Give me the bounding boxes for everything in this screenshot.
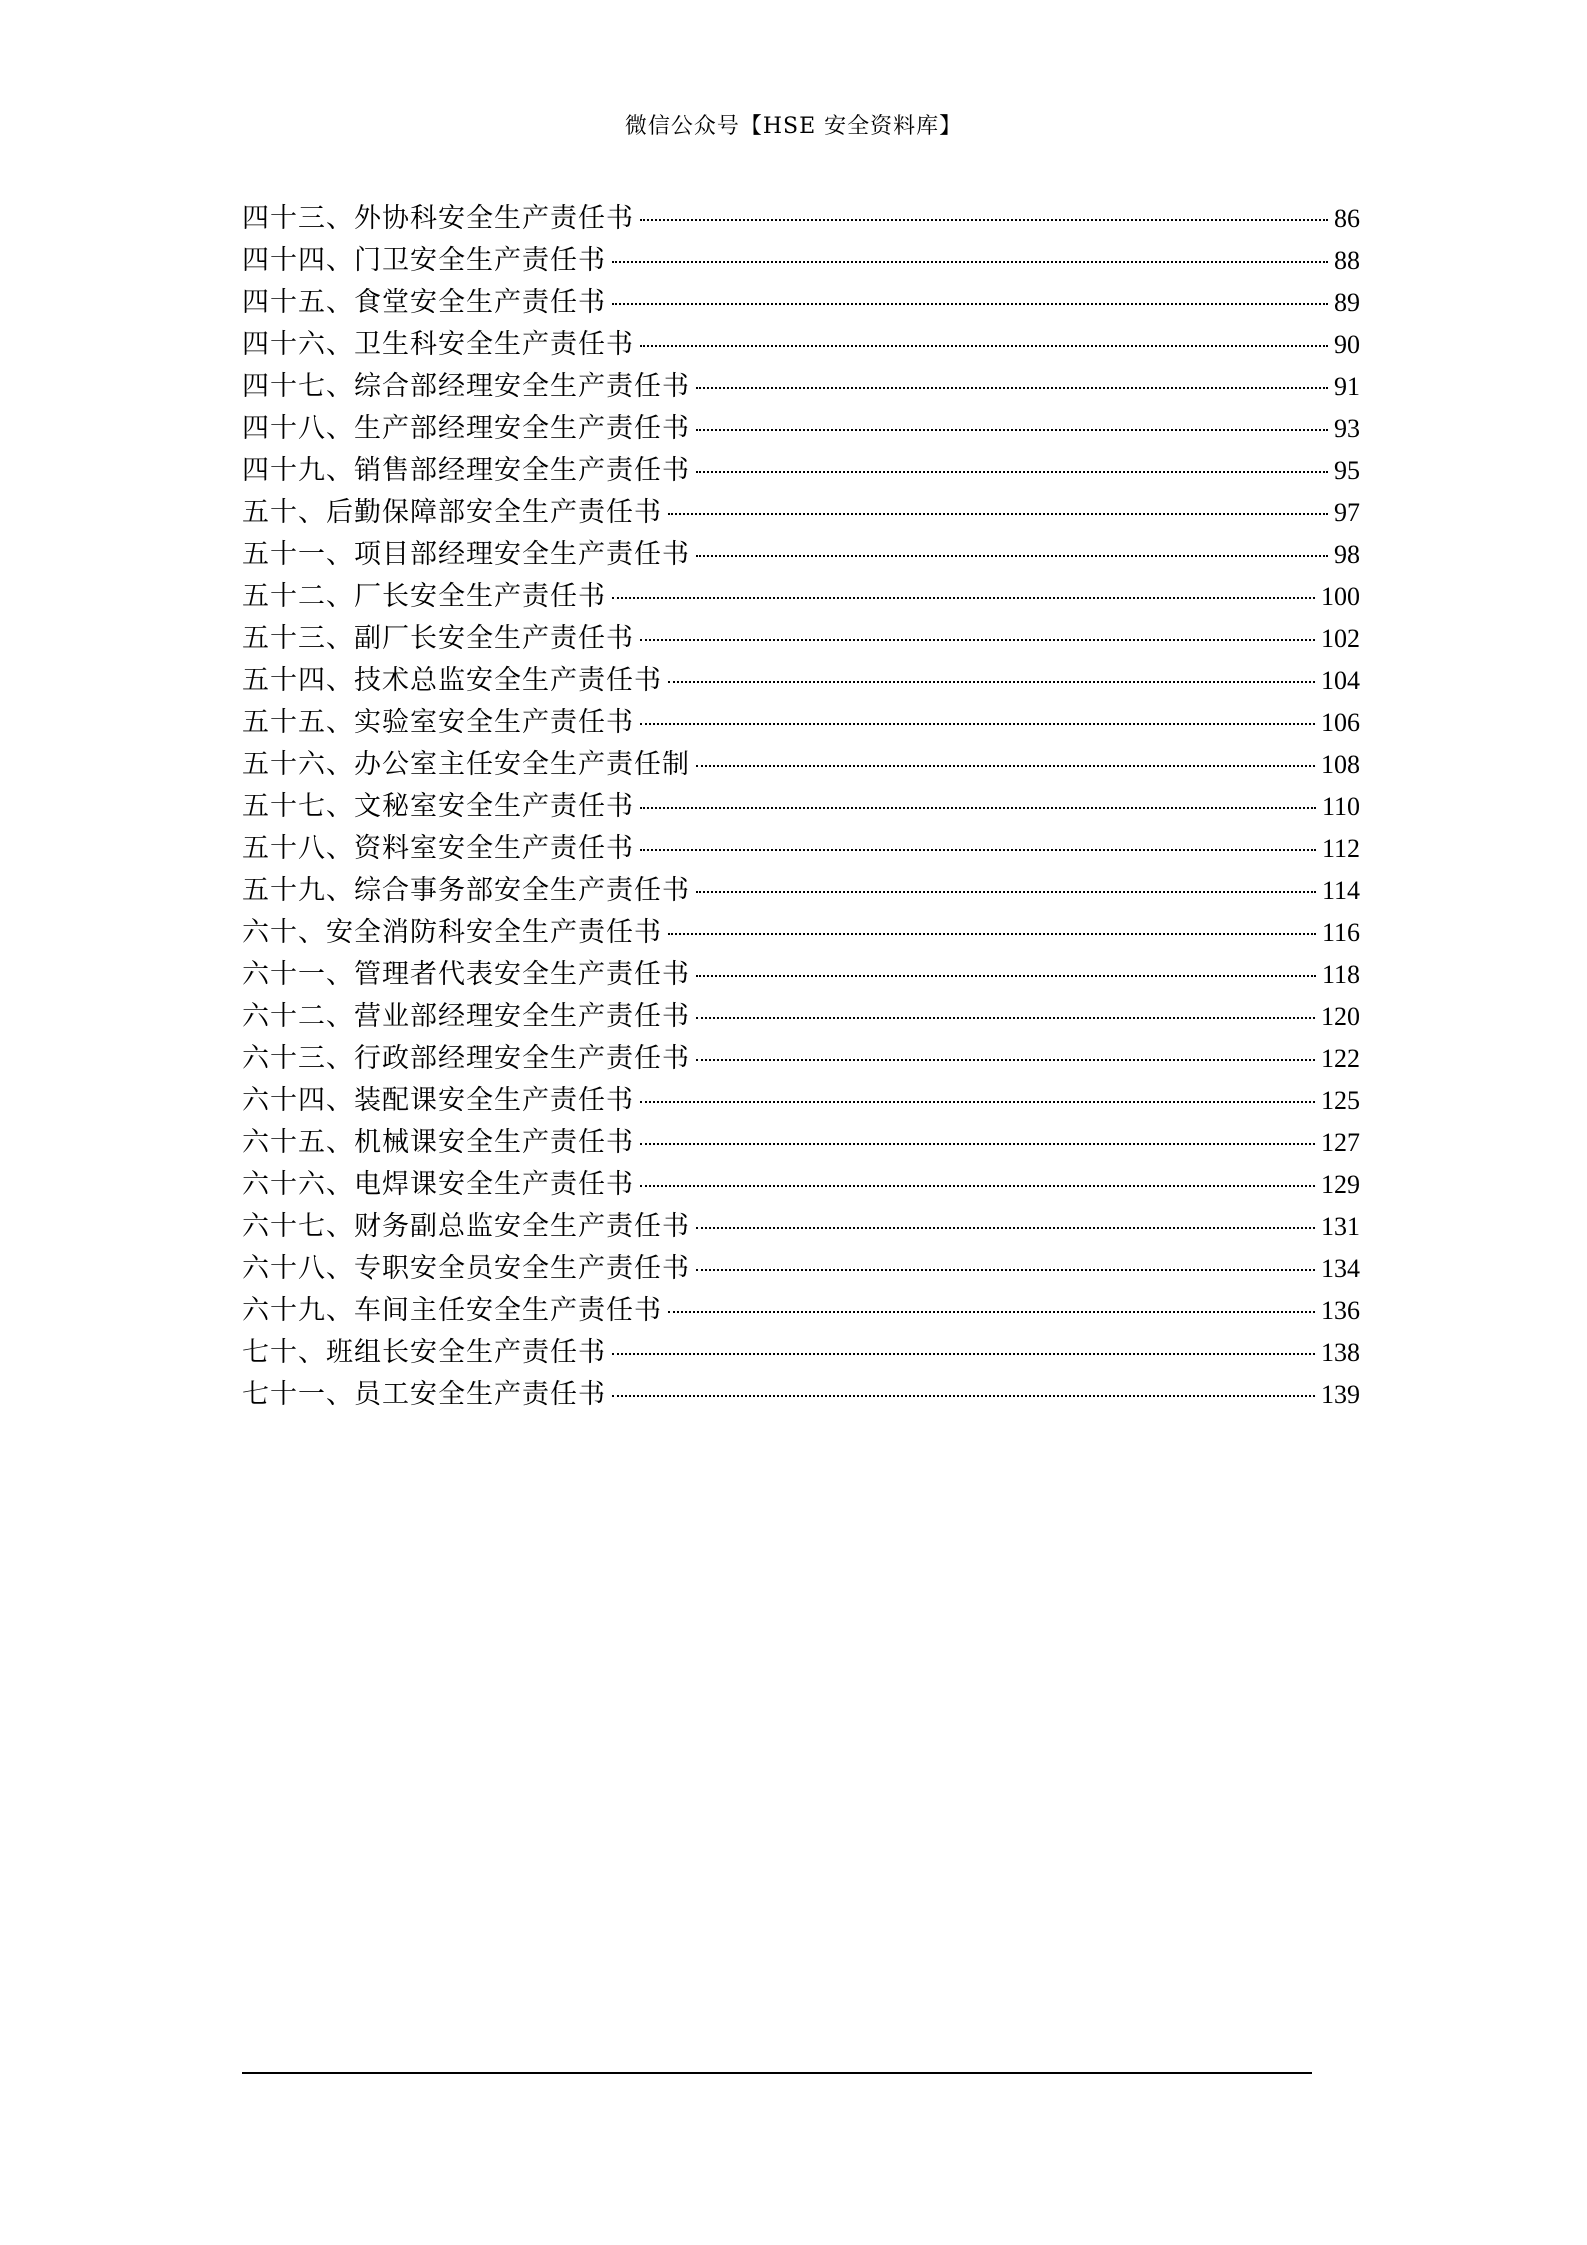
- toc-dot-leader: [696, 1269, 1315, 1271]
- toc-dot-leader: [696, 765, 1315, 767]
- toc-entry-title: 六十五、机械课安全生产责任书: [242, 1127, 634, 1158]
- toc-dot-leader: [696, 387, 1328, 389]
- toc-entry-page-number: 108: [1321, 750, 1360, 779]
- toc-entry-page-number: 112: [1321, 834, 1360, 863]
- toc-dot-leader: [696, 891, 1316, 893]
- toc-dot-leader: [640, 1101, 1315, 1103]
- toc-entry-title: 五十九、综合事务部安全生产责任书: [242, 875, 690, 906]
- toc-entry-page-number: 136: [1321, 1296, 1360, 1325]
- toc-entry[interactable]: [242, 1038, 1360, 1080]
- toc-entry-page-number: 139: [1321, 1380, 1360, 1409]
- toc-entry-page-number: 125: [1321, 1086, 1360, 1115]
- toc-entry-page-number: 91: [1334, 372, 1360, 401]
- toc-entry-title: 五十八、资料室安全生产责任书: [242, 833, 634, 864]
- toc-entry-page-number: 100: [1321, 582, 1360, 611]
- toc-entry-title: 六十六、电焊课安全生产责任书: [242, 1169, 634, 1200]
- toc-entry[interactable]: [242, 954, 1360, 996]
- toc-dot-leader: [696, 1059, 1315, 1061]
- toc-entry-title: 五十、后勤保障部安全生产责任书: [242, 497, 662, 528]
- toc-entry[interactable]: [242, 282, 1360, 324]
- toc-entry-page-number: 127: [1321, 1128, 1360, 1157]
- toc-entry-page-number: 90: [1334, 330, 1360, 359]
- table-of-contents: [242, 198, 1360, 1416]
- toc-entry-page-number: 98: [1334, 540, 1360, 569]
- toc-entry[interactable]: [242, 786, 1360, 828]
- toc-entry-page-number: 129: [1321, 1170, 1360, 1199]
- toc-entry-page-number: 134: [1321, 1254, 1360, 1283]
- toc-entry[interactable]: [242, 660, 1360, 702]
- toc-entry-page-number: 95: [1334, 456, 1360, 485]
- toc-entry[interactable]: [242, 996, 1360, 1038]
- toc-dot-leader: [612, 1395, 1315, 1397]
- toc-entry[interactable]: [242, 1206, 1360, 1248]
- toc-entry[interactable]: [242, 492, 1360, 534]
- toc-entry-title: 四十五、食堂安全生产责任书: [242, 287, 606, 318]
- toc-entry-page-number: 131: [1321, 1212, 1360, 1241]
- toc-dot-leader: [640, 849, 1316, 851]
- toc-entry-title: 六十二、营业部经理安全生产责任书: [242, 1001, 690, 1032]
- footer-rule: [242, 2072, 1312, 2074]
- toc-entry[interactable]: [242, 912, 1360, 954]
- toc-entry-page-number: 88: [1334, 246, 1360, 275]
- toc-entry[interactable]: [242, 1332, 1360, 1374]
- toc-entry-page-number: 97: [1334, 498, 1360, 527]
- toc-entry[interactable]: [242, 324, 1360, 366]
- toc-dot-leader: [612, 1353, 1315, 1355]
- toc-entry-title: 七十一、员工安全生产责任书: [242, 1379, 606, 1410]
- toc-dot-leader: [668, 1311, 1315, 1313]
- toc-entry-title: 六十七、财务副总监安全生产责任书: [242, 1211, 690, 1242]
- toc-entry[interactable]: [242, 450, 1360, 492]
- toc-dot-leader: [696, 471, 1328, 473]
- toc-entry-title: 四十七、综合部经理安全生产责任书: [242, 371, 690, 402]
- toc-entry-page-number: 122: [1321, 1044, 1360, 1073]
- toc-dot-leader: [668, 513, 1328, 515]
- toc-entry-title: 四十三、外协科安全生产责任书: [242, 203, 634, 234]
- toc-entry-page-number: 89: [1334, 288, 1360, 317]
- toc-dot-leader: [696, 1017, 1315, 1019]
- toc-entry[interactable]: [242, 534, 1360, 576]
- toc-entry[interactable]: [242, 870, 1360, 912]
- toc-dot-leader: [640, 345, 1328, 347]
- toc-entry[interactable]: [242, 744, 1360, 786]
- toc-entry[interactable]: [242, 618, 1360, 660]
- toc-entry-title: 五十二、厂长安全生产责任书: [242, 581, 606, 612]
- toc-entry-page-number: 120: [1321, 1002, 1360, 1031]
- toc-dot-leader: [696, 429, 1328, 431]
- toc-entry-title: 四十四、门卫安全生产责任书: [242, 245, 606, 276]
- toc-entry[interactable]: [242, 576, 1360, 618]
- toc-dot-leader: [640, 1185, 1315, 1187]
- toc-entry-title: 五十六、办公室主任安全生产责任制: [242, 749, 690, 780]
- toc-dot-leader: [612, 597, 1315, 599]
- toc-entry[interactable]: [242, 702, 1360, 744]
- toc-entry-page-number: 104: [1321, 666, 1360, 695]
- toc-dot-leader: [696, 555, 1328, 557]
- toc-entry[interactable]: [242, 1080, 1360, 1122]
- toc-dot-leader: [612, 261, 1328, 263]
- toc-entry-title: 四十八、生产部经理安全生产责任书: [242, 413, 690, 444]
- toc-entry[interactable]: [242, 1374, 1360, 1416]
- toc-dot-leader: [696, 1227, 1315, 1229]
- toc-dot-leader: [668, 933, 1316, 935]
- toc-entry-title: 四十六、卫生科安全生产责任书: [242, 329, 634, 360]
- toc-dot-leader: [612, 303, 1328, 305]
- toc-entry-title: 六十八、专职安全员安全生产责任书: [242, 1253, 690, 1284]
- toc-entry-title: 七十、班组长安全生产责任书: [242, 1337, 606, 1368]
- toc-entry-page-number: 93: [1334, 414, 1360, 443]
- toc-entry-page-number: 118: [1321, 960, 1360, 989]
- toc-entry[interactable]: [242, 240, 1360, 282]
- toc-dot-leader: [668, 681, 1315, 683]
- toc-dot-leader: [696, 975, 1316, 977]
- toc-entry[interactable]: [242, 1290, 1360, 1332]
- toc-dot-leader: [640, 639, 1315, 641]
- toc-entry-title: 六十三、行政部经理安全生产责任书: [242, 1043, 690, 1074]
- toc-entry-page-number: 106: [1321, 708, 1360, 737]
- toc-entry-title: 五十七、文秘室安全生产责任书: [242, 791, 634, 822]
- toc-entry-title: 五十三、副厂长安全生产责任书: [242, 623, 634, 654]
- page-header: 微信公众号【HSE 安全资料库】: [624, 114, 963, 139]
- toc-entry-title: 六十九、车间主任安全生产责任书: [242, 1295, 662, 1326]
- toc-entry-page-number: 102: [1321, 624, 1360, 653]
- toc-entry-page-number: 138: [1321, 1338, 1360, 1367]
- toc-entry-page-number: 116: [1321, 918, 1360, 947]
- toc-dot-leader: [640, 807, 1316, 809]
- toc-entry[interactable]: [242, 1248, 1360, 1290]
- toc-entry-title: 四十九、销售部经理安全生产责任书: [242, 455, 690, 486]
- toc-entry[interactable]: [242, 828, 1360, 870]
- toc-dot-leader: [640, 723, 1315, 725]
- toc-dot-leader: [640, 1143, 1315, 1145]
- toc-entry-title: 五十四、技术总监安全生产责任书: [242, 665, 662, 696]
- toc-entry-title: 六十一、管理者代表安全生产责任书: [242, 959, 690, 990]
- toc-dot-leader: [640, 219, 1328, 221]
- toc-entry[interactable]: [242, 198, 1360, 240]
- toc-entry-title: 六十、安全消防科安全生产责任书: [242, 917, 662, 948]
- toc-entry[interactable]: [242, 366, 1360, 408]
- toc-entry-page-number: 86: [1334, 204, 1360, 233]
- toc-entry[interactable]: [242, 1122, 1360, 1164]
- toc-entry-title: 五十五、实验室安全生产责任书: [242, 707, 634, 738]
- toc-entry[interactable]: [242, 1164, 1360, 1206]
- toc-entry-title: 六十四、装配课安全生产责任书: [242, 1085, 634, 1116]
- toc-entry[interactable]: [242, 408, 1360, 450]
- toc-entry-page-number: 110: [1321, 792, 1360, 821]
- toc-entry-title: 五十一、项目部经理安全生产责任书: [242, 539, 690, 570]
- toc-entry-page-number: 114: [1321, 876, 1360, 905]
